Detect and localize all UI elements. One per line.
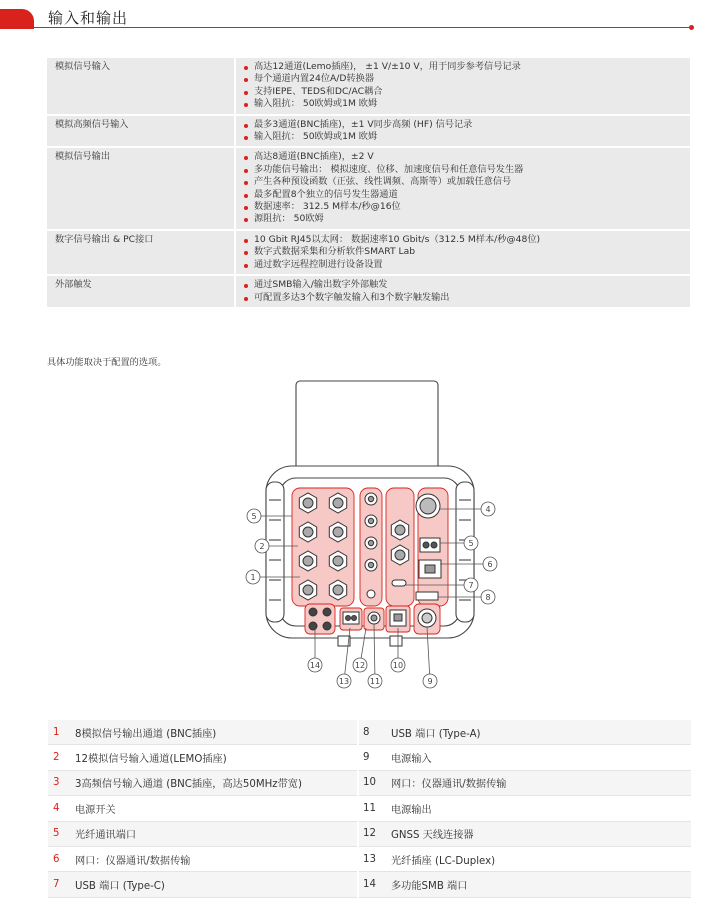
legend-number: 1 bbox=[48, 720, 75, 745]
config-note: 具体功能取决于配置的选项。 bbox=[47, 357, 167, 368]
legend-text: 电源输入 bbox=[391, 745, 691, 770]
legend-table bbox=[48, 720, 691, 898]
spec-values bbox=[235, 230, 690, 275]
legend-number: 5 bbox=[48, 821, 75, 846]
bnc-jack-center bbox=[333, 498, 343, 508]
spec-row bbox=[47, 230, 690, 275]
spec-bullet: 输入阻抗： 50欧姆或1M 欧姆 bbox=[244, 131, 684, 143]
header-accent-tab bbox=[0, 9, 34, 29]
spec-label: 模拟信号输入 bbox=[47, 58, 235, 115]
spec-bullet: 高达12通道(Lemo插座)， ±1 V/±10 V，用于同步参考信号记录 bbox=[244, 61, 684, 73]
bnc-jack-center bbox=[303, 498, 313, 508]
bnc-jack-center bbox=[303, 556, 313, 566]
legend-number: 14 bbox=[358, 872, 391, 897]
legend-row bbox=[48, 770, 691, 795]
bnc-jack-center bbox=[333, 585, 343, 595]
bnc-jack-center bbox=[303, 585, 313, 595]
legend-number: 8 bbox=[358, 720, 391, 745]
legend-row bbox=[48, 821, 691, 846]
bnc-jack-center bbox=[395, 525, 405, 535]
legend-row bbox=[48, 872, 691, 897]
legend-text: 网口：仪器通讯/数据传输 bbox=[75, 846, 358, 871]
spec-bullet: 最多3通道(BNC插座)，±1 V同步高频 (HF) 信号记录 bbox=[244, 119, 684, 131]
legend-number: 7 bbox=[48, 872, 75, 897]
bnc-jack-center bbox=[395, 550, 405, 560]
callout-number: 11 bbox=[369, 677, 381, 686]
spec-bullet: 每个通道内置24位A/D转换器 bbox=[244, 73, 684, 85]
spec-bullet: 输入阻抗： 50欧姆或1M 欧姆 bbox=[244, 98, 684, 110]
spec-bullet: 数字式数据采集和分析软件SMART Lab bbox=[244, 246, 684, 258]
callout-number: 12 bbox=[354, 661, 366, 670]
bnc-jack-center bbox=[303, 527, 313, 537]
legend-text: 网口：仪器通讯/数据传输 bbox=[391, 770, 691, 795]
lemo-jack-center bbox=[368, 540, 373, 545]
spec-values bbox=[235, 58, 690, 115]
spec-values bbox=[235, 115, 690, 148]
callout-number: 5 bbox=[468, 539, 474, 548]
callout-number: 4 bbox=[485, 505, 491, 514]
legend-text: USB 端口 (Type-C) bbox=[75, 872, 358, 897]
callout-number: 9 bbox=[427, 677, 433, 686]
header-rule-dot bbox=[689, 25, 694, 30]
legend-text: GNSS 天线连接器 bbox=[391, 821, 691, 846]
legend-number: 6 bbox=[48, 846, 75, 871]
lemo-jack-center bbox=[368, 496, 373, 501]
spec-values bbox=[235, 147, 690, 229]
legend-number: 2 bbox=[48, 745, 75, 770]
bnc-jack-center bbox=[333, 527, 343, 537]
device-diagram bbox=[0, 370, 714, 700]
legend-number: 4 bbox=[48, 796, 75, 821]
spec-label: 外部触发 bbox=[47, 275, 235, 308]
legend-text: 光纤插座 (LC-Duplex) bbox=[391, 846, 691, 871]
callout-number: 5 bbox=[251, 512, 257, 521]
legend-text: 8模拟信号输出通道 (BNC插座) bbox=[75, 720, 358, 745]
callout-number: 10 bbox=[392, 661, 404, 670]
callout-number: 13 bbox=[338, 677, 350, 686]
legend-number: 9 bbox=[358, 745, 391, 770]
spec-bullet: 多功能信号输出： 模拟速度、位移、加速度信号和任意信号发生器 bbox=[244, 164, 684, 176]
legend-text: 电源开关 bbox=[75, 796, 358, 821]
legend-text: 光纤通讯端口 bbox=[75, 821, 358, 846]
legend-row bbox=[48, 846, 691, 871]
legend-number: 3 bbox=[48, 770, 75, 795]
legend-number: 10 bbox=[358, 770, 391, 795]
legend-number: 11 bbox=[358, 796, 391, 821]
spec-bullet: 产生各种预设函数（正弦、线性调频、高斯等）或加载任意信号 bbox=[244, 176, 684, 188]
legend-number: 12 bbox=[358, 821, 391, 846]
spec-bullet: 最多配置8个独立的信号发生器通道 bbox=[244, 189, 684, 201]
spec-bullet: 数据速率： 312.5 M样本/秒@16位 bbox=[244, 201, 684, 213]
lemo-jack-center bbox=[368, 518, 373, 523]
legend-number: 13 bbox=[358, 846, 391, 871]
bnc-jack-center bbox=[333, 556, 343, 566]
callout-number: 2 bbox=[259, 542, 265, 551]
spec-row bbox=[47, 275, 690, 308]
spec-bullet: 可配置多达3个数字触发输入和3个数字触发输出 bbox=[244, 292, 684, 304]
spec-table bbox=[47, 58, 690, 309]
spec-bullet: 高达8通道(BNC插座)，±2 V bbox=[244, 151, 684, 163]
legend-row bbox=[48, 796, 691, 821]
spec-row bbox=[47, 115, 690, 148]
spec-values bbox=[235, 275, 690, 308]
legend-text: 多功能SMB 端口 bbox=[391, 872, 691, 897]
spec-bullet: 源阻抗： 50欧姆 bbox=[244, 213, 684, 225]
section-title: 输入和输出 bbox=[48, 9, 129, 27]
spec-label: 数字信号输出 & PC接口 bbox=[47, 230, 235, 275]
header-rule bbox=[34, 27, 692, 28]
callout-number: 14 bbox=[309, 661, 321, 670]
legend-text: 电源输出 bbox=[391, 796, 691, 821]
legend-text: USB 端口 (Type-A) bbox=[391, 720, 691, 745]
legend-row bbox=[48, 745, 691, 770]
callout-number: 7 bbox=[468, 581, 474, 590]
lemo-jack-center bbox=[368, 562, 373, 567]
spec-bullet: 支持IEPE、TEDS和DC/AC耦合 bbox=[244, 86, 684, 98]
legend-text: 12模拟信号输入通道(LEMO插座) bbox=[75, 745, 358, 770]
section-header bbox=[0, 0, 714, 34]
spec-bullet: 通过数字远程控制进行设备设置 bbox=[244, 259, 684, 271]
spec-label: 模拟高频信号输入 bbox=[47, 115, 235, 148]
legend-row bbox=[48, 720, 691, 745]
spec-label: 模拟信号输出 bbox=[47, 147, 235, 229]
spec-row bbox=[47, 58, 690, 115]
callout-number: 8 bbox=[485, 593, 491, 602]
callout-number: 1 bbox=[250, 573, 256, 582]
spec-bullet: 10 Gbit RJ45以太网： 数据速率10 Gbit/s（312.5 M样本/秒@48位) bbox=[244, 234, 684, 246]
callout-number: 6 bbox=[487, 560, 493, 569]
spec-bullet: 通过SMB输入/输出数字外部触发 bbox=[244, 279, 684, 291]
spec-row bbox=[47, 147, 690, 229]
legend-text: 3高频信号输入通道 (BNC插座，高达50MHz带宽) bbox=[75, 770, 358, 795]
